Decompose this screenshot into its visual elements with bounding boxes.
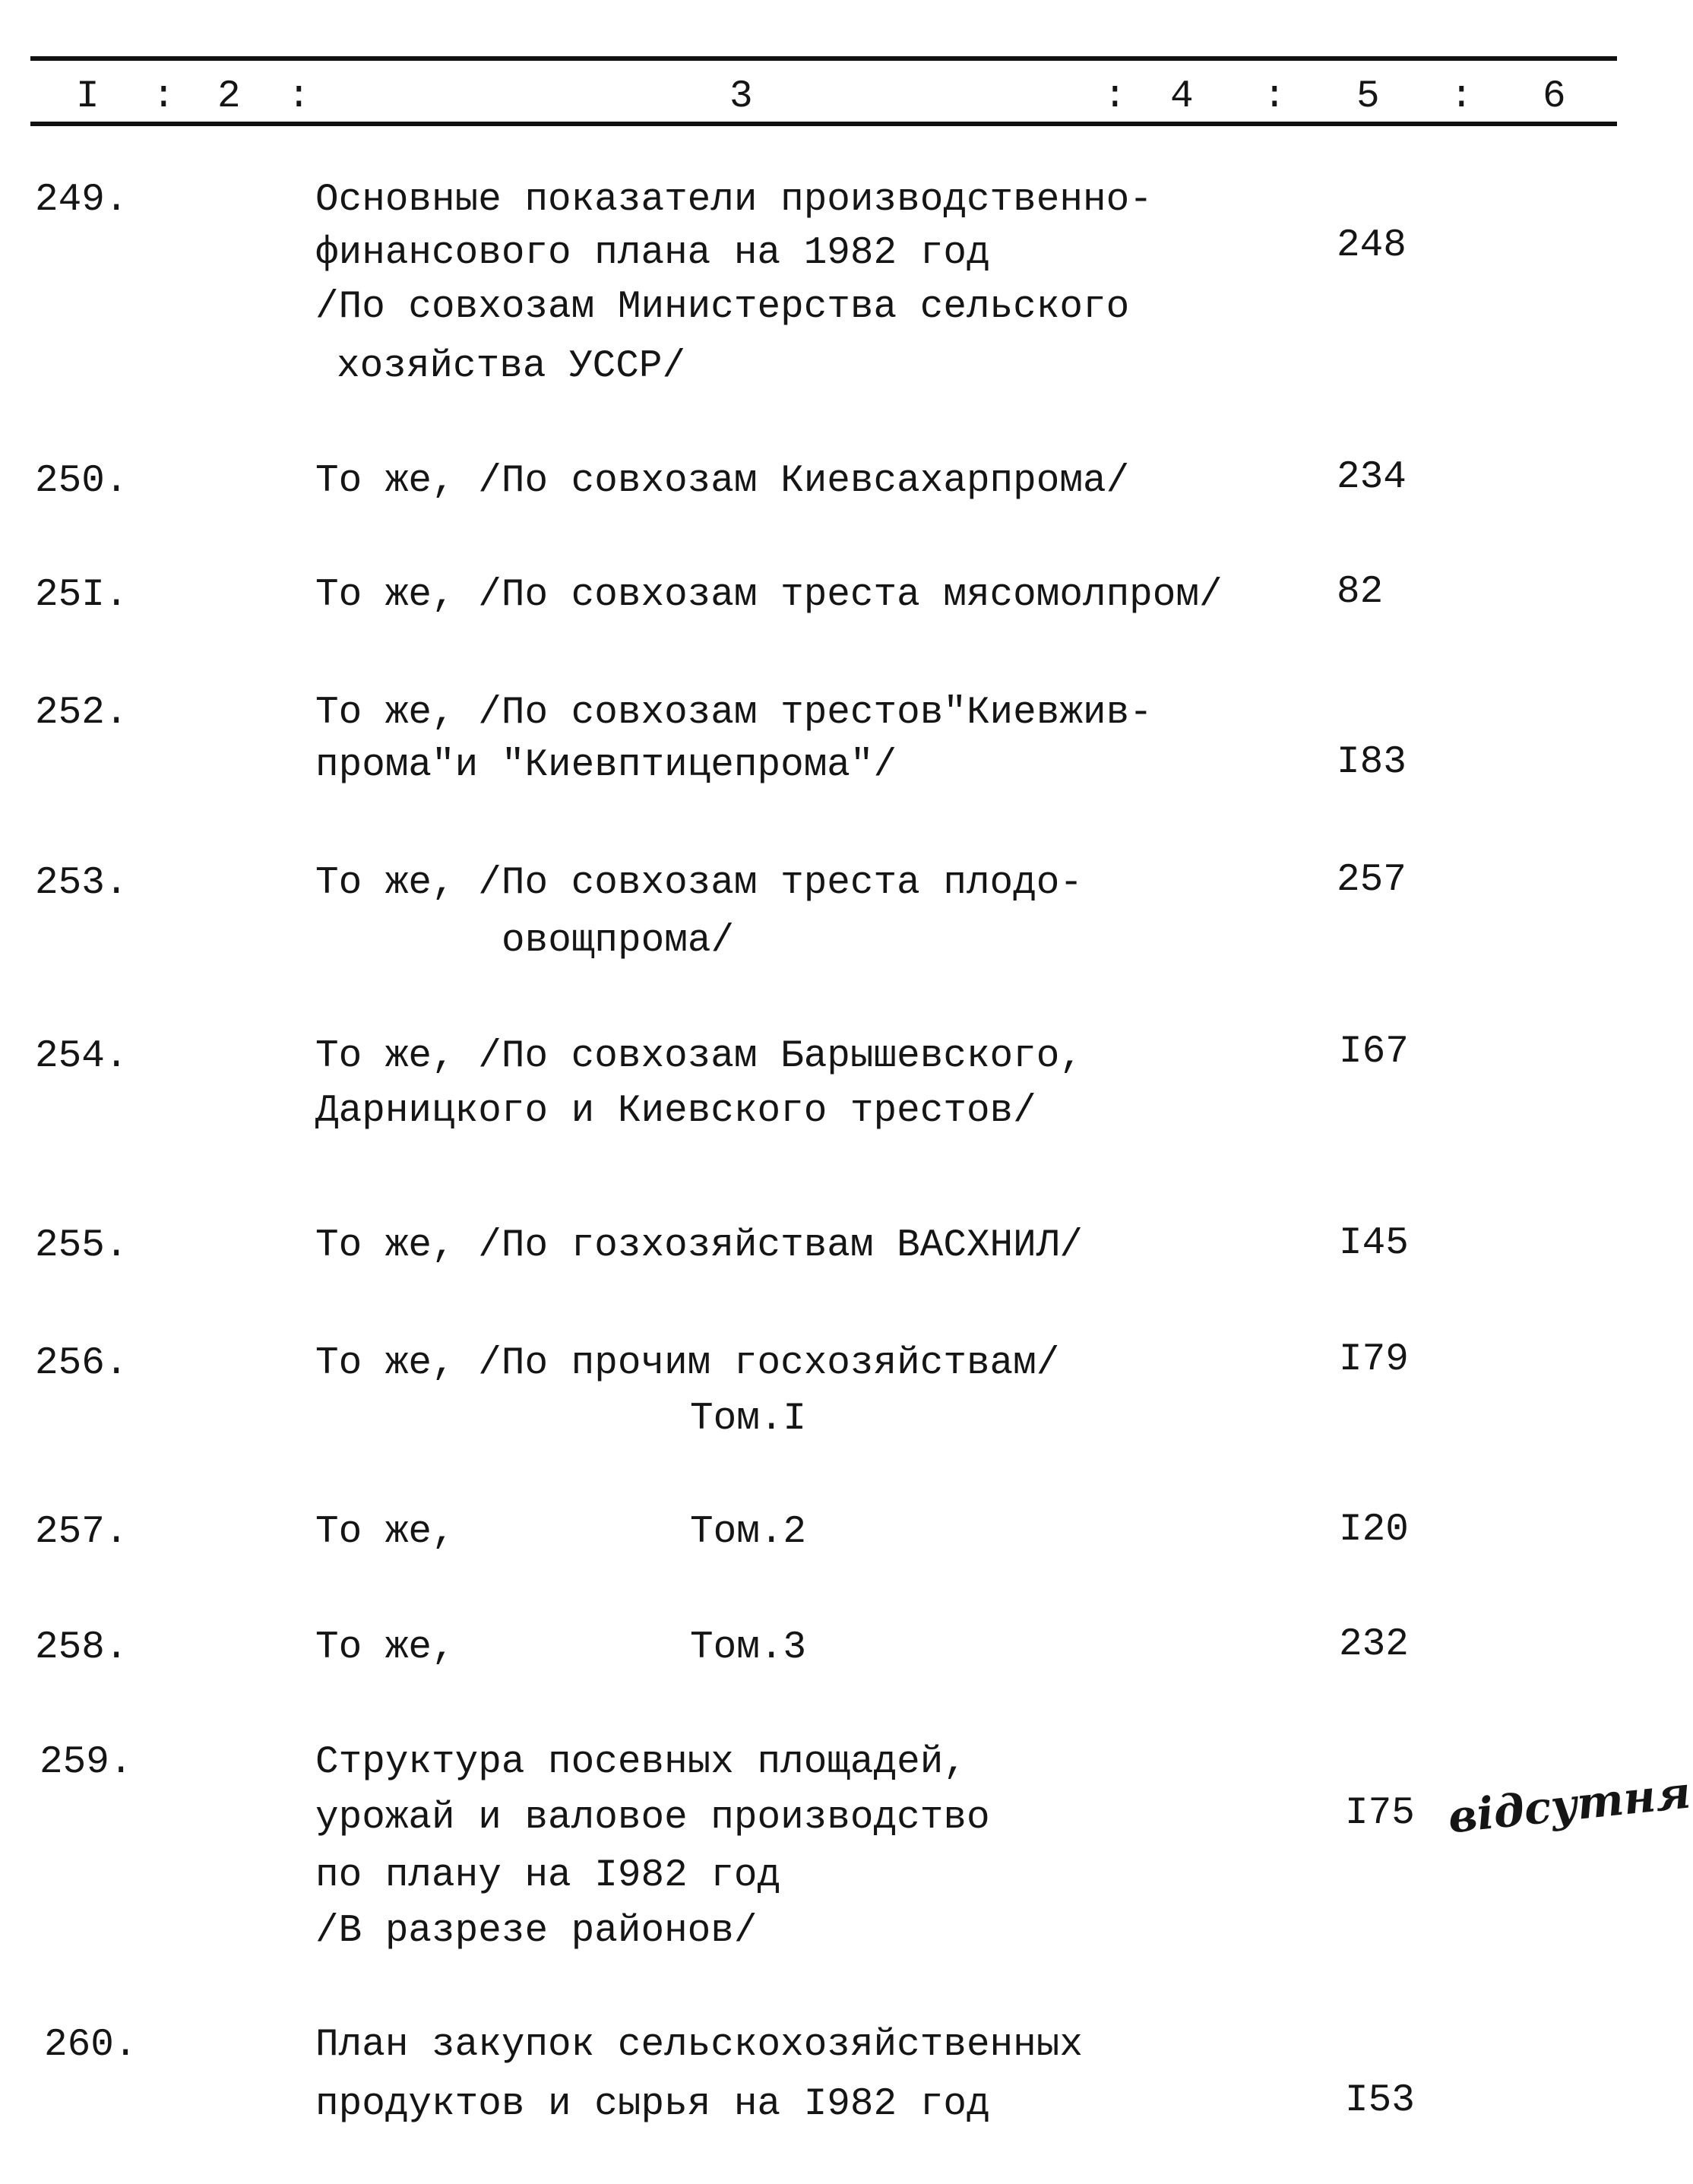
header-bottom-rule: [30, 122, 1617, 126]
entry-title-line: То же,: [315, 1626, 455, 1670]
entry-pages: I45: [1339, 1222, 1409, 1265]
entry-pages: 82: [1337, 571, 1384, 614]
entry-volume: Том.3: [690, 1626, 807, 1670]
column-header-1: I: [76, 75, 100, 119]
column-header-3: 3: [729, 75, 753, 119]
entry-number: 256.: [35, 1342, 128, 1385]
entry-pages: I20: [1339, 1508, 1409, 1552]
column-separator: :: [152, 75, 176, 119]
entry-number: 258.: [35, 1626, 128, 1670]
entry-pages: I83: [1337, 741, 1407, 784]
entry-title-line: План закупок сельскохозяйственных: [315, 2024, 1083, 2067]
column-separator: :: [1450, 75, 1473, 119]
entry-title-line: То же, /По прочим госхозяйствам/: [315, 1342, 1060, 1385]
entry-pages: I53: [1345, 2079, 1415, 2122]
entry-title-line: То же, /По совхозам Киевсахарпрома/: [315, 460, 1130, 503]
handwritten-note: відсутня: [1445, 1766, 1693, 1844]
entry-pages: I67: [1339, 1030, 1409, 1074]
entry-title-line: урожай и валовое производство: [315, 1796, 990, 1840]
entry-title-line: Структура посевных площадей,: [315, 1741, 967, 1784]
entry-pages: 232: [1339, 1623, 1409, 1666]
entry-pages: I75: [1345, 1792, 1415, 1835]
entry-pages: 257: [1337, 859, 1407, 902]
column-separator: :: [1263, 75, 1286, 119]
entry-number: 255.: [35, 1224, 128, 1268]
entry-title-line: То же, /По гозхозяйствам ВАСХНИЛ/: [315, 1224, 1083, 1268]
entry-title-line: хозяйства УССР/: [337, 345, 686, 388]
entry-title-line: продуктов и сырья на I982 год: [315, 2083, 990, 2126]
header-top-rule: [30, 56, 1617, 61]
column-separator: :: [287, 75, 311, 119]
entry-title-line: овощпрома/: [502, 919, 735, 963]
entry-volume: Том.I: [690, 1397, 807, 1441]
column-header-6: 6: [1543, 75, 1566, 119]
entry-title-line: /В разрезе районов/: [315, 1910, 758, 1953]
column-separator: :: [1103, 75, 1127, 119]
column-header-2: 2: [217, 75, 241, 119]
entry-number: 257.: [35, 1511, 128, 1554]
entry-pages: I79: [1339, 1338, 1409, 1382]
entry-title-line: Основные показатели производственно-: [315, 179, 1153, 222]
entry-title-line: прома"и "Киевптицепрома"/: [315, 744, 897, 787]
entry-title-line: То же, /По совхозам трестов"Киевжив-: [315, 692, 1153, 735]
entry-number: 249.: [35, 179, 128, 222]
entry-number: 260.: [44, 2024, 138, 2067]
entry-title-line: по плану на I982 год: [315, 1854, 781, 1898]
entry-title-line: То же,: [315, 1511, 455, 1554]
entry-title-line: финансового плана на 1982 год: [315, 232, 990, 275]
column-header-5: 5: [1356, 75, 1380, 119]
entry-volume: Том.2: [690, 1511, 807, 1554]
entry-number: 254.: [35, 1035, 128, 1078]
entry-title-line: /По совхозам Министерства сельского: [315, 286, 1130, 329]
entry-number: 25I.: [35, 574, 128, 617]
entry-pages: 234: [1337, 456, 1407, 499]
entry-title-line: То же, /По совхозам треста мясомолпром/: [315, 574, 1223, 617]
entry-title-line: То же, /По совхозам Барышевского,: [315, 1035, 1083, 1078]
entry-number: 253.: [35, 862, 128, 905]
entry-number: 252.: [35, 692, 128, 735]
entry-pages: 248: [1337, 224, 1407, 267]
entry-number: 259.: [40, 1741, 133, 1784]
entry-title-line: Дарницкого и Киевского трестов/: [315, 1090, 1036, 1133]
column-header-4: 4: [1170, 75, 1194, 119]
entry-number: 250.: [35, 460, 128, 503]
entry-title-line: То же, /По совхозам треста плодо-: [315, 862, 1083, 905]
